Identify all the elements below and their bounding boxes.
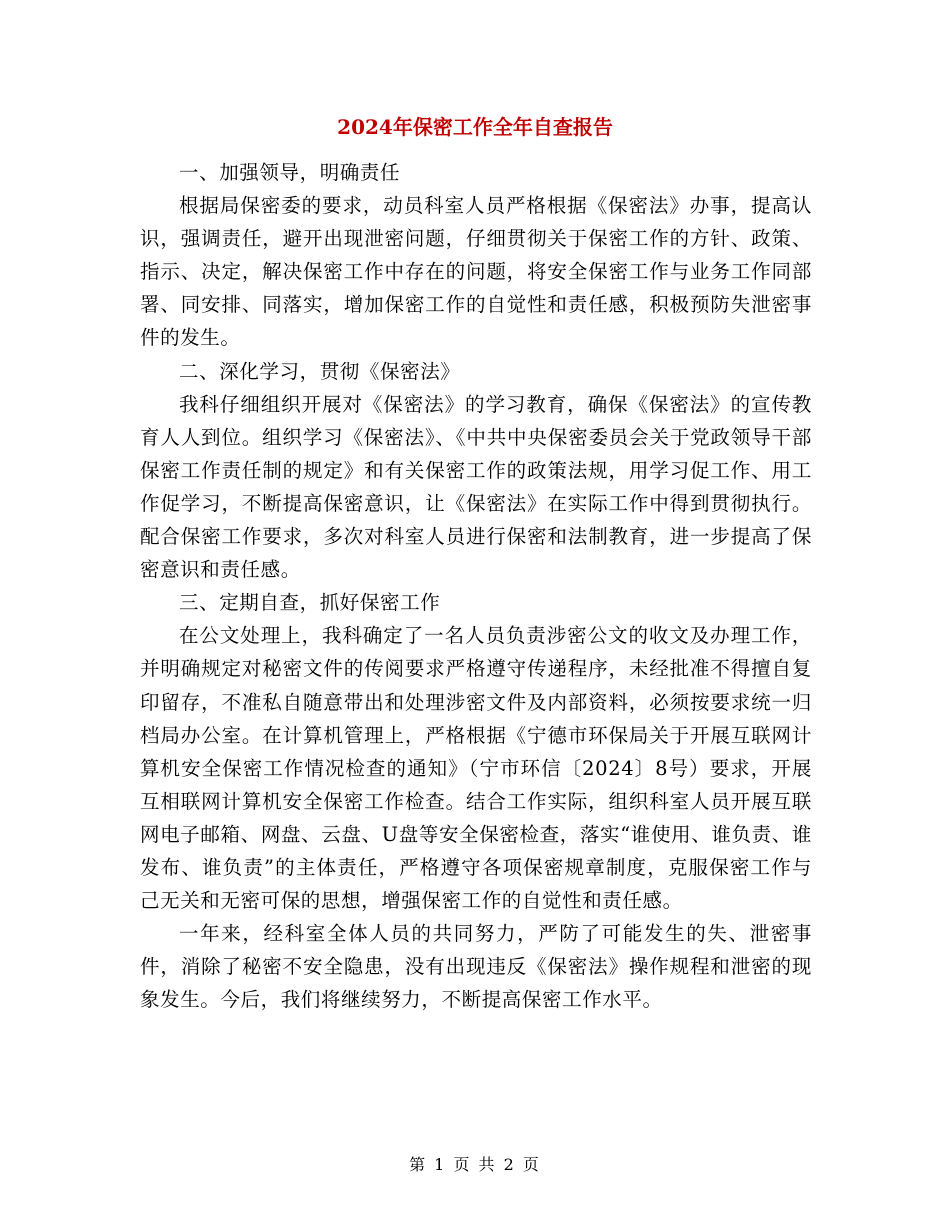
section-paragraph-1: 根据局保密委的要求，动员科室人员严格根据《保密法》办事，提高认识，强调责任，避开出现泄密问题，仔细贯彻关于保密工作的方针、政策、指示、决定，解决保密工作中存在的问题，将安全保密工作与业务工作同部署、同安排、同落实，增加保密工作的自觉性和责任感，积极预防失泄密事件的发生。 (140, 194, 812, 350)
section-heading-1: 一、加强领导，明确责任 (179, 161, 401, 184)
section-paragraph-2: 我科仔细组织开展对《保密法》的学习教育，确保《保密法》的宣传教育人人到位。组织学习《保密法》、《中共中央保密委员会关于党政领导干部保密工作责任制的规定》和有关保密工作的政策法规，用学习促工作、用工作促学习，不断提高保密意识，让《保密法》在实际工作中得到贯彻执行。配合保密工作要求，多次对科室人员进行保密和法制教育，进一步提高了保密意识和责任感。 (140, 392, 812, 582)
section-heading-3: 三、定期自查，抓好保密工作 (179, 591, 441, 615)
page-number-footer: 第 1 页 共 2 页 (409, 1155, 541, 1174)
section-heading-2: 二、深化学习，贯彻《保密法》 (179, 359, 461, 383)
section-paragraph-3: 在公文处理上，我科确定了一名人员负责涉密公文的收文及办理工作，并明确规定对秘密文件的传阅要求严格遵守传递程序，未经批准不得擅自复印留存，不准私自随意带出和处理涉密文件及内部资料，必须按要求统一归档局办公室。在计算机管理上，严格根据《宁德市环保局关于开展互联网计算机安全保密工作情况检查的通知》（宁市环信〔2024〕8号）要求，开展互相联网计算机安全保密工作检查。结合工作实际，组织科室人员开展互联网电子邮箱、网盘、云盘、U盘等安全保密检查，落实“谁使用、谁负责、谁发布、谁负责”的主体责任，严格遵守各项保密规章制度，克服保密工作与己无关和无密可保的思想，增强保密工作的自觉性和责任感。 (140, 624, 812, 913)
closing-paragraph: 一年来，经科室全体人员的共同努力，严防了可能发生的失、泄密事件，消除了秘密不安全隐患，没有出现违反《保密法》操作规程和泄密的现象发生。今后，我们将继续努力，不断提高保密工作水平。 (140, 922, 812, 1012)
document-body (140, 156, 812, 1016)
document-title: 2024年保密工作全年自查报告 (337, 115, 613, 139)
